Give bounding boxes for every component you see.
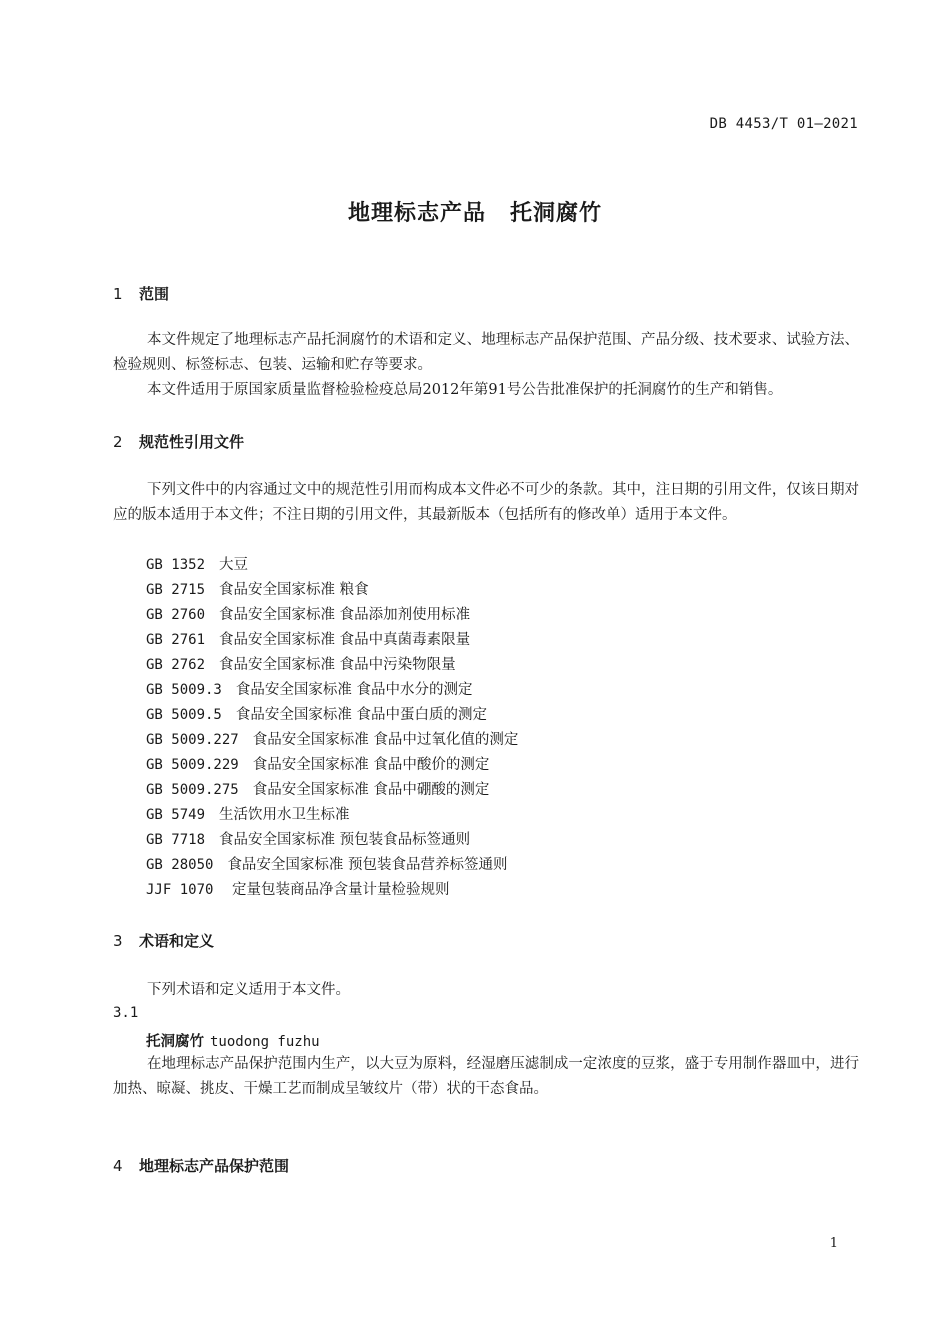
- reference-code: GB 5009.3: [146, 682, 222, 698]
- reference-code: GB 5009.229: [146, 757, 239, 773]
- reference-code: GB 2761: [146, 632, 206, 648]
- section-3-title: 术语和定义: [139, 932, 215, 950]
- section-2-title: 规范性引用文件: [139, 433, 245, 451]
- reference-code: GB 5009.5: [146, 707, 222, 723]
- reference-code: GB 2762: [146, 657, 206, 673]
- reference-name: 食品安全国家标准 食品中蛋白质的测定: [235, 707, 487, 723]
- reference-name: 食品安全国家标准 食品中真菌毒素限量: [219, 632, 471, 648]
- reference-name: 食品安全国家标准 食品添加剂使用标准: [219, 607, 471, 623]
- reference-item: [146, 728, 518, 753]
- title-part-1: 地理标志产品: [347, 201, 486, 226]
- reference-item: [146, 803, 518, 828]
- reference-item: [146, 628, 518, 653]
- term-chinese: 托洞腐竹: [146, 1034, 204, 1050]
- reference-name: 食品安全国家标准 食品中污染物限量: [219, 657, 456, 673]
- reference-code: GB 28050: [146, 857, 214, 873]
- title-part-2: 托洞腐竹: [510, 201, 603, 226]
- reference-code: GB 5749: [146, 807, 206, 823]
- reference-item: [146, 578, 518, 603]
- section-3-intro: 下列术语和定义适用于本文件。: [147, 982, 350, 998]
- reference-name: 食品安全国家标准 预包装食品标签通则: [219, 832, 471, 848]
- reference-list: [146, 553, 518, 903]
- reference-code: GB 2715: [146, 582, 206, 598]
- subsection-number: 3.1: [113, 1005, 139, 1021]
- reference-item: [146, 703, 518, 728]
- reference-code: GB 5009.227: [146, 732, 239, 748]
- reference-item: [146, 653, 518, 678]
- term-definition: 在地理标志产品保护范围内生产，以大豆为原料，经湿磨压滤制成一定浓度的豆浆，盛于专用制作器皿中，进行加热、晾凝、挑皮、干燥工艺而制成呈皱纹片（带）状的干态食品。: [113, 1056, 859, 1097]
- reference-code: GB 5009.275: [146, 782, 239, 798]
- section-2-intro: 下列文件中的内容通过文中的规范性引用而构成本文件必不可少的条款。其中，注日期的引用文件，仅该日期对应的版本适用于本文件；不注日期的引用文件，其最新版本（包括所有的修改单）适用于本文件。: [113, 482, 859, 523]
- reference-name: 食品安全国家标准 食品中过氧化值的测定: [252, 732, 519, 748]
- document-title: [0, 196, 950, 227]
- section-3-number: 3: [113, 932, 123, 950]
- page-number: 1: [829, 1236, 838, 1251]
- reference-name: 食品安全国家标准 预包装食品营养标签通则: [227, 857, 508, 873]
- reference-item: [146, 678, 518, 703]
- reference-name: 大豆: [219, 557, 249, 573]
- reference-item: [146, 878, 518, 903]
- section-4-title: 地理标志产品保护范围: [139, 1157, 290, 1175]
- section-2-number: 2: [113, 433, 123, 451]
- reference-item: [146, 853, 518, 878]
- reference-name: 食品安全国家标准 粮食: [219, 582, 369, 598]
- reference-code: GB 2760: [146, 607, 206, 623]
- reference-name: 食品安全国家标准 食品中硼酸的测定: [252, 782, 490, 798]
- section-1-title: 范围: [139, 285, 170, 303]
- reference-code: JJF 1070: [146, 882, 214, 898]
- section-4-number: 4: [113, 1157, 123, 1175]
- reference-item: [146, 553, 518, 578]
- document-code: DB 4453/T 01—2021: [709, 116, 858, 132]
- reference-code: GB 7718: [146, 832, 206, 848]
- term-english: tuodong fuzhu: [210, 1034, 320, 1050]
- section-1-paragraph-1: 本文件规定了地理标志产品托洞腐竹的术语和定义、地理标志产品保护范围、产品分级、技术要求、试验方法、检验规则、标签标志、包装、运输和贮存等要求。: [113, 332, 859, 373]
- section-2-heading: [113, 431, 244, 452]
- reference-name: 食品安全国家标准 食品中水分的测定: [235, 682, 473, 698]
- reference-name: 生活饮用水卫生标准: [219, 807, 350, 823]
- reference-name: 定量包装商品净含量计量检验规则: [227, 882, 450, 898]
- section-1-paragraph-2: 本文件适用于原国家质量监督检验检疫总局2012年第91号公告批准保护的托洞腐竹的生产和销售。: [147, 382, 783, 398]
- reference-name: 食品安全国家标准 食品中酸价的测定: [252, 757, 490, 773]
- reference-item: [146, 603, 518, 628]
- section-4-heading: [113, 1155, 289, 1176]
- reference-code: GB 1352: [146, 557, 206, 573]
- section-1-heading: [113, 283, 169, 304]
- reference-item: [146, 828, 518, 853]
- section-1-number: 1: [113, 285, 123, 303]
- reference-item: [146, 753, 518, 778]
- term-heading: [146, 1030, 320, 1051]
- section-3-heading: [113, 930, 214, 951]
- reference-item: [146, 778, 518, 803]
